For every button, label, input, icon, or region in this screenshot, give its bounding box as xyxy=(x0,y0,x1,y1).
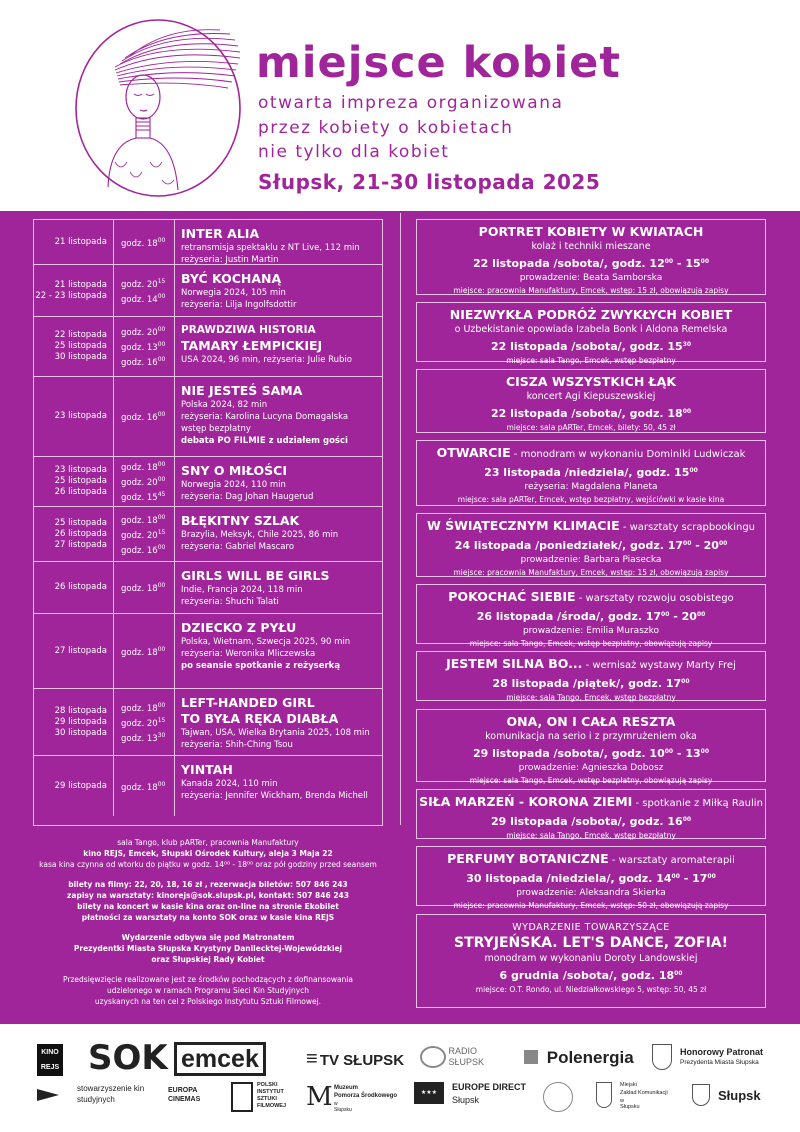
event-box xyxy=(416,513,766,577)
film-dates xyxy=(34,317,114,376)
header xyxy=(0,0,800,210)
event-place: miejsce: sala Tango, Emcek, wstęp bezpłatny xyxy=(506,831,676,840)
side-event-title: STRYJEŃSKA. LET'S DANCE, ZOFIA! xyxy=(453,935,729,951)
film-time: godz. $20^{15}$ xyxy=(121,716,166,729)
film-title: INTER ALIA xyxy=(181,226,260,241)
film-schedule-table xyxy=(33,219,383,826)
film-dates xyxy=(34,220,114,264)
film-time: godz. $18^{00}$ xyxy=(121,582,166,594)
event-subtitle: - spotkanie z Miłką Raulin xyxy=(632,798,763,809)
venues: sala Tango, klub pARTer, pracownia Manufaktury xyxy=(117,838,299,847)
event-title: SIŁA MARZEŃ - KORONA ZIEMI xyxy=(419,794,633,809)
film-title: NIE JESTEŚ SAMA xyxy=(181,383,303,398)
address: kino REJS, Emcek, Słupski Ośrodek Kultury, aleja 3 Maja 22 xyxy=(83,849,333,858)
event-date xyxy=(417,674,765,692)
film-info xyxy=(181,271,379,311)
slupsk-crest-icon xyxy=(692,1084,710,1106)
event-box xyxy=(416,651,766,701)
event-place: miejsce: sala Tango, Emcek, wstęp bezpłatny xyxy=(506,693,676,702)
event-date xyxy=(417,869,765,887)
event-date xyxy=(417,536,765,554)
film-time: godz. $16^{00}$ xyxy=(121,411,166,423)
event-title-line xyxy=(417,307,765,323)
film-row xyxy=(34,614,382,689)
tv-slupsk-logo: ≡ TV SŁUPSK xyxy=(306,1048,405,1070)
side-event-date xyxy=(417,966,765,984)
film-title: GIRLS WILL BE GIRLS xyxy=(181,568,330,583)
event-date-end-min: 00 xyxy=(707,873,716,880)
event-box xyxy=(416,846,766,910)
event-date xyxy=(417,254,765,272)
film-time: godz. $14^{00}$ xyxy=(121,292,166,305)
film-time: godz. $20^{00}$ xyxy=(121,476,166,488)
event-title: OTWARCIE xyxy=(436,445,511,460)
event-date-end: - 13 xyxy=(673,747,701,760)
event-date-start-min: 00 xyxy=(681,678,690,685)
film-times xyxy=(114,457,175,506)
event-date-start-min: 00 xyxy=(661,611,670,618)
side-event-date-text: 6 grudnia /sobota/, godz. 18 xyxy=(499,969,675,982)
film-detail: Norwegia 2024, 110 min xyxy=(181,480,286,490)
film-time: godz. $18^{00}$ xyxy=(121,780,166,793)
film-detail: reżyseria: Shih-Ching Tsou xyxy=(181,740,293,750)
film-date: 25 listopada xyxy=(54,517,107,528)
film-title: DZIECKO Z PYŁU xyxy=(181,620,297,635)
film-date: 22 listopada xyxy=(54,330,107,340)
event-date-end: - 15 xyxy=(673,257,701,270)
film-date: 28 listopada xyxy=(54,705,107,716)
film-date: 21 listopada xyxy=(54,279,107,290)
event-box xyxy=(416,302,766,365)
film-detail: reżyseria: Jennifer Wickham, Brenda Michell xyxy=(181,791,368,801)
film-date: 25 listopada xyxy=(54,341,107,351)
film-date: 29 listopada xyxy=(54,780,107,791)
event-description: koncert Agi Kiepuszewskiej xyxy=(526,391,656,402)
film-dates xyxy=(34,614,114,688)
event-title: ONA, ON I CAŁA RESZTA xyxy=(506,714,676,729)
event-date-start: 30 listopada /niedziela/, godz. 14 xyxy=(466,872,672,885)
film-info xyxy=(181,383,379,447)
film-title: TO BYŁA RĘKA DIABŁA xyxy=(181,711,339,726)
event-date-start: 22 listopada /sobota/, godz. 15 xyxy=(490,340,683,353)
sok-logo: SOK xyxy=(88,1038,168,1078)
film-dates xyxy=(34,377,114,456)
film-title: YINTAH xyxy=(181,762,233,777)
film-detail: wstęp bezpłatny xyxy=(181,424,251,434)
event-place: miejsce: sala Tango, Emcek, wstęp bezpłatny, obowiązują zapisy xyxy=(469,639,713,648)
info-block xyxy=(33,837,383,1007)
film-time: godz. $20^{15}$ xyxy=(121,277,166,290)
mzk-icon xyxy=(596,1082,612,1108)
event-date xyxy=(417,337,765,355)
side-event-place: miejsce: O.T. Rondo, ul. Niedziałkowskiego 5, wstęp: 50, 45 zł xyxy=(475,985,707,994)
event-title-line xyxy=(417,374,765,390)
event-date-start-min: 00 xyxy=(689,467,698,474)
cashier-hours: kasa kina czynna od wtorku do piątku w godz. 14⁰⁰ - 18⁰⁰ oraz pół godziny przed seansem xyxy=(39,860,377,869)
event-lead: prowadzenie: Emilia Muraszko xyxy=(522,626,660,636)
side-event-date-min: 00 xyxy=(674,970,683,977)
event-title: NIEZWYKŁA PODRÓŻ ZWYKŁYCH KOBIET xyxy=(449,307,733,322)
film-times xyxy=(114,377,175,456)
event-box xyxy=(416,369,766,433)
event-place: miejsce: sala pARTer, Emcek, wstęp bezpłatny, wejściówki w kasie kina xyxy=(457,495,725,504)
film-time: godz. $18^{00}$ xyxy=(121,645,166,658)
film-date: 22 - 23 listopada xyxy=(35,290,107,301)
patronage-line: oraz Słupskiej Rady Kobiet xyxy=(151,955,265,964)
film-date: 21 listopada xyxy=(54,236,107,247)
event-title-line xyxy=(417,656,765,674)
event-place: miejsce: pracownia Manufaktury, Emcek, wstęp: 15 zł, obowiązują zapisy xyxy=(453,286,729,295)
event-date xyxy=(417,463,765,481)
film-row xyxy=(34,562,382,614)
event-date-end-min: 00 xyxy=(700,258,709,265)
film-row xyxy=(34,457,382,507)
film-info xyxy=(181,323,379,366)
event-date-start-min: 00 xyxy=(664,258,674,265)
funding-line: Przedsięwzięcie realizowane jest ze środków pochodzących z dofinansowania xyxy=(63,975,353,984)
film-date: 26 listopada xyxy=(54,487,107,497)
event-date-start-min: 00 xyxy=(671,873,680,880)
event-title-line xyxy=(417,851,765,869)
event-box xyxy=(416,789,766,839)
film-dates xyxy=(34,756,114,816)
film-info xyxy=(181,762,379,802)
event-title-line xyxy=(417,518,765,536)
event-description: o Uzbekistanie opowiada Izabela Bonk i Aldona Remelska xyxy=(454,324,728,335)
event-date-start-min: 00 xyxy=(683,540,692,547)
column-divider xyxy=(400,213,401,825)
side-event-label: WYDARZENIE TOWARZYSZĄCE xyxy=(512,922,670,933)
crest-icon xyxy=(543,1082,573,1112)
event-date-end-min: 00 xyxy=(696,611,706,618)
film-times xyxy=(114,317,175,376)
film-time: godz. $18^{00}$ xyxy=(121,513,166,526)
event-date-end-min: 00 xyxy=(718,540,728,547)
film-time: godz. $13^{30}$ xyxy=(121,731,166,744)
event-date xyxy=(417,607,765,625)
tv-icon: ≡ xyxy=(306,1048,316,1070)
event-date xyxy=(417,744,765,762)
film-date: 26 listopada xyxy=(54,528,107,539)
event-title: PORTRET KOBIETY W KWIATACH xyxy=(478,224,704,239)
subtitle-line: otwarta impreza organizowana xyxy=(258,93,564,113)
film-date: 27 listopada xyxy=(54,539,107,550)
event-lead: prowadzenie: Beata Samborska xyxy=(519,273,663,283)
film-detail: reżyseria: Gabriel Mascaro xyxy=(181,542,295,552)
film-detail: Kanada 2024, 110 min xyxy=(181,779,278,789)
film-dates xyxy=(34,689,114,755)
funding-line: udzielonego w ramach Programu Sieci Kin Studyjnych xyxy=(106,986,310,995)
film-times xyxy=(114,756,175,816)
place-and-dates: Słupsk, 21-30 listopada 2025 xyxy=(258,170,601,194)
film-detail: Polska, Wietnam, Szwecja 2025, 90 min xyxy=(181,637,351,647)
film-date: 23 listopada xyxy=(54,411,107,421)
film-title-prefix: PRAWDZIWA HISTORIA xyxy=(181,324,316,336)
event-title: JESTEM SILNA BO... xyxy=(446,656,583,671)
city-crest-icon xyxy=(652,1044,672,1070)
page-title: miejsce kobiet xyxy=(256,38,621,88)
event-title-line xyxy=(417,224,765,240)
event-subtitle: - warsztaty rozwoju osobistego xyxy=(575,593,734,604)
event-date-start: 28 listopada /piątek/, godz. 17 xyxy=(492,677,682,690)
film-times xyxy=(114,265,175,316)
film-title: BŁĘKITNY SZLAK xyxy=(181,513,300,528)
event-subtitle: - wernisaż wystawy Marty Frej xyxy=(582,660,736,671)
film-date: 29 listopada xyxy=(54,716,107,727)
ticket-prices: bilety na filmy: 22, 20, 18, 16 zł , rezerwacja biletów: 507 846 243 xyxy=(68,880,348,889)
film-times xyxy=(114,562,175,613)
film-times xyxy=(114,220,175,264)
event-date-start: 22 listopada /sobota/, godz. 18 xyxy=(490,407,683,420)
event-title-line xyxy=(417,589,765,607)
radio-slupsk-logo: RADIO SŁUPSK xyxy=(420,1046,491,1068)
event-title: CISZA WSZYSTKICH ŁĄK xyxy=(505,374,677,389)
film-highlight: debata PO FILMIE z udziałem gości xyxy=(181,436,348,446)
woman-illustration xyxy=(70,12,245,200)
sponsor-logos: KINO REJS SOK emcek ≡ TV SŁUPSK RADIO SŁUPSK Polenergia Honorowy Patronat Prezydenta Miasta Słupska stowarzyszenie kin studyjnych EUROPA CINEMAS POLSKI INSTYTUT SZTUKI FILMOWEJ M Muzeum Pomorza Środkowego w Słupsku ★★★ EUROPE DIRECT Słupsk Miejski Zakład Komunikacji w Słupsku Słupsk xyxy=(0,1024,800,1132)
film-date: 25 listopada xyxy=(54,476,107,486)
film-time: godz. $18^{00}$ xyxy=(121,236,166,249)
event-date-start-min: 00 xyxy=(682,408,692,415)
event-subtitle: - warsztaty scrapbookingu xyxy=(619,522,756,533)
skin-icon xyxy=(37,1089,59,1101)
film-detail: reżyseria: Dag Johan Haugerud xyxy=(181,492,314,502)
film-row xyxy=(34,220,382,265)
film-detail: Norwegia 2024, 105 min xyxy=(181,288,286,298)
film-time: godz. $16^{00}$ xyxy=(121,543,166,556)
event-date-end: - 20 xyxy=(691,539,719,552)
film-row xyxy=(34,689,382,756)
film-detail: Tajwan, USA, Wielka Brytania 2025, 108 min xyxy=(181,728,370,738)
event-box xyxy=(416,440,766,506)
event-box xyxy=(416,584,766,648)
film-row xyxy=(34,317,382,377)
event-title: W ŚWIĄTECZNYM KLIMACIE xyxy=(426,518,620,533)
film-title: LEFT-HANDED GIRL xyxy=(181,695,315,710)
film-title: SNY O MIŁOŚCI xyxy=(181,463,287,478)
event-date xyxy=(417,812,765,830)
film-row xyxy=(34,377,382,457)
side-event-description: monodram w wykonaniu Doroty Landowskiej xyxy=(484,953,698,964)
film-dates xyxy=(34,457,114,506)
film-detail: Indie, Francja 2024, 118 min xyxy=(181,585,303,595)
event-date-start: 29 listopada /sobota/, godz. 16 xyxy=(490,815,683,828)
event-lead: prowadzenie: Barbara Piasecka xyxy=(520,555,662,565)
film-date: 26 listopada xyxy=(54,582,107,592)
film-dates xyxy=(34,507,114,561)
film-detail: reżyseria: Justin Martin xyxy=(181,255,279,265)
event-lead: reżyseria: Magdalena Planeta xyxy=(524,482,658,492)
event-subtitle: - monodram w wykonaniu Dominiki Ludwiczak xyxy=(510,449,746,460)
film-highlight: po seansie spotkanie z reżyserką xyxy=(181,661,341,671)
film-info xyxy=(181,226,379,266)
event-date-start: 23 listopada /niedziela/, godz. 15 xyxy=(484,466,690,479)
film-times xyxy=(114,614,175,688)
patronage-line: Prezydentki Miasta Słupska Krystyny Danilecktej-Wojewódzkiej xyxy=(73,944,343,953)
film-info xyxy=(181,568,379,608)
film-time: godz. $18^{00}$ xyxy=(121,701,166,714)
patronage-line: Wydarzenie odbywa się pod Matronatem xyxy=(121,933,295,942)
event-title-line xyxy=(417,714,765,730)
event-date-start: 22 listopada /sobota/, godz. 12 xyxy=(472,257,665,270)
muzeum-icon: M xyxy=(306,1082,333,1112)
film-detail: Polska 2024, 82 min xyxy=(181,400,268,410)
film-dates xyxy=(34,562,114,613)
film-time: godz. $13^{00}$ xyxy=(121,341,166,353)
film-detail: reżyseria: Karolina Lucyna Domagalska xyxy=(181,412,349,422)
polenergia-logo: Polenergia xyxy=(524,1048,634,1068)
event-title: PERFUMY BOTANICZNE xyxy=(447,851,609,866)
event-place: miejsce: pracownia Manufaktury, Emcek, wstęp: 50 zł, obowiązują zapisy xyxy=(453,901,729,910)
event-lead: prowadzenie: Agnieszka Dobosz xyxy=(518,763,664,773)
pisf-icon xyxy=(231,1082,253,1112)
film-info xyxy=(181,695,379,751)
emcek-logo: emcek xyxy=(174,1042,266,1076)
film-row xyxy=(34,507,382,562)
film-time: godz. $18^{00}$ xyxy=(121,461,166,473)
film-time: godz. $16^{00}$ xyxy=(121,356,166,368)
europa-cinemas-logo: EUROPA CINEMAS xyxy=(168,1087,201,1103)
subtitle-line: nie tylko dla kobiet xyxy=(258,142,450,162)
event-title-line xyxy=(417,445,765,463)
subtitle-line: przez kobiety o kobietach xyxy=(258,118,514,138)
film-row xyxy=(34,756,382,816)
event-box xyxy=(416,709,766,785)
event-description: kolaż i techniki mieszane xyxy=(531,241,651,252)
film-date: 30 listopada xyxy=(54,727,107,738)
event-date xyxy=(417,404,765,422)
event-date-start-min: 30 xyxy=(682,341,692,348)
event-place: miejsce: sala Tango, Emcek, wstęp bezpłatny xyxy=(506,356,676,365)
film-date: 27 listopada xyxy=(54,645,107,656)
film-detail: reżyseria: Weronika Mliczewska xyxy=(181,649,316,659)
polenergia-icon xyxy=(524,1050,538,1064)
film-date: 30 listopada xyxy=(54,352,107,362)
event-date-end-min: 00 xyxy=(700,748,709,755)
event-date-start: 29 listopada /sobota/, godz. 10 xyxy=(472,747,665,760)
film-times xyxy=(114,507,175,561)
event-lead: prowadzenie: Aleksandra Skierka xyxy=(516,888,666,898)
film-title: BYĆ KOCHANĄ xyxy=(181,271,282,286)
event-date-start-min: 00 xyxy=(664,748,674,755)
film-dates xyxy=(34,265,114,316)
film-info xyxy=(181,463,379,503)
event-description: komunikacja na serio i z przymrużeniem oka xyxy=(485,731,697,742)
film-date: 23 listopada xyxy=(54,465,107,475)
event-place: miejsce: sala Tango, Emcek, wstęp bezpłatny, obowiązują zapisy xyxy=(469,776,713,785)
side-event-box xyxy=(416,914,766,1008)
film-detail: retransmisja spektaklu z NT Live, 112 min xyxy=(181,243,360,253)
funding-line: uzyskanych na ten cel z Polskiego Instytutu Sztuki Filmowej. xyxy=(94,997,322,1006)
event-date-start-min: 00 xyxy=(682,816,692,823)
event-date-end: - 20 xyxy=(669,610,697,623)
eu-flag-icon: ★★★ xyxy=(414,1082,444,1104)
film-detail: USA 2024, 96 min, reżyseria: Julie Rubio xyxy=(181,355,353,365)
radio-icon xyxy=(420,1046,446,1068)
film-info xyxy=(181,620,379,672)
film-detail: Brazylia, Meksyk, Chile 2025, 86 min xyxy=(181,530,339,540)
event-place: miejsce: pracownia Manufaktury, Emcek, wstęp: 15 zł, obowiązują zapisy xyxy=(453,568,729,577)
film-detail: reżyseria: Lilja Ingolfsdottir xyxy=(181,300,297,310)
film-title: TAMARY ŁEMPICKIEJ xyxy=(181,338,323,353)
film-info xyxy=(181,513,379,553)
event-title-line xyxy=(417,794,765,812)
film-detail: reżyseria: Shuchi Talati xyxy=(181,597,279,607)
event-place: miejsce: sala pARTer, Emcek, bilety: 50, 45 zł xyxy=(506,423,676,432)
event-date-end: - 17 xyxy=(679,872,708,885)
film-time: godz. $20^{15}$ xyxy=(121,528,166,541)
film-time: godz. $15^{45}$ xyxy=(121,491,166,503)
event-date-start: 26 listopada /środa/, godz. 17 xyxy=(476,610,662,623)
event-subtitle: - warsztaty aromaterapii xyxy=(608,855,735,866)
kino-rejs-logo: KINO REJS xyxy=(37,1044,63,1076)
workshop-payment: płatności za warsztaty na konto SOK oraz w kasie kina REJS xyxy=(81,913,335,922)
film-row xyxy=(34,265,382,317)
event-date-start: 24 listopada /poniedziałek/, godz. 17 xyxy=(454,539,684,552)
signup-contact: zapisy na warsztaty: kinorejs@sok.slupsk.pl, kontakt: 507 846 243 xyxy=(67,891,349,900)
film-times xyxy=(114,689,175,755)
event-box xyxy=(416,219,766,295)
event-title: POKOCHAĆ SIEBIE xyxy=(448,589,576,604)
concert-tickets: bilety na koncert w kasie kina oraz on-line na stronie Ekobilet xyxy=(77,902,339,911)
film-time: godz. $20^{00}$ xyxy=(121,326,166,338)
